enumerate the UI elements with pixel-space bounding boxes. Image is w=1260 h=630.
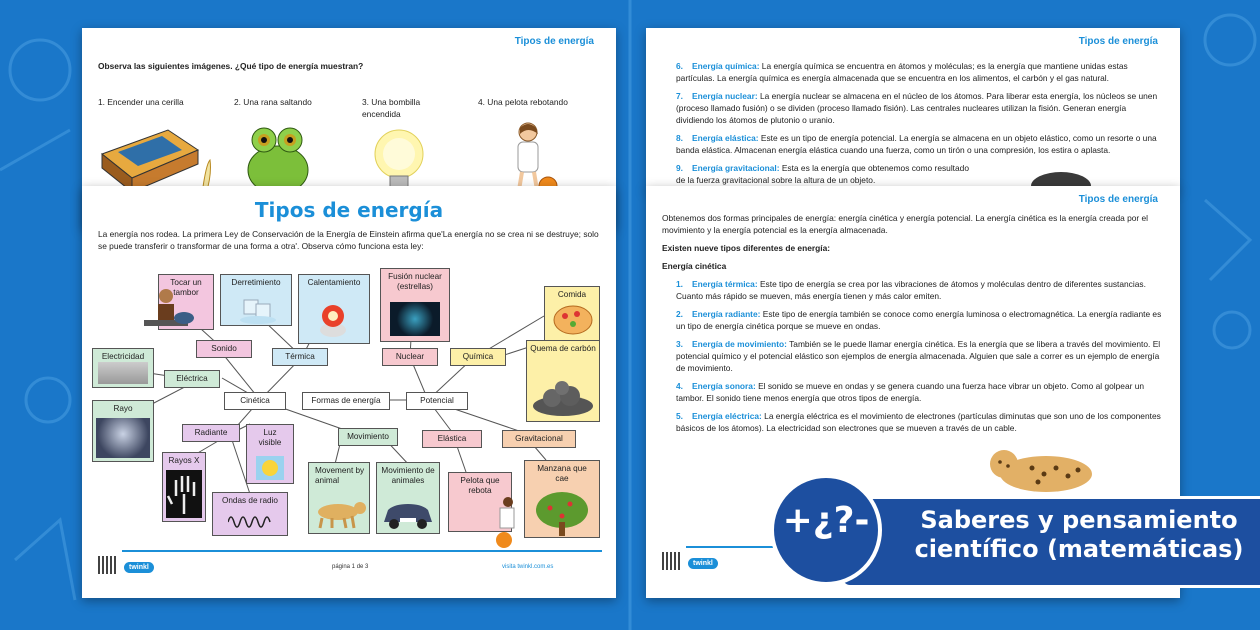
item-2: 2. Energía radiante: Este tipo de energía también se conoce como energía luminosa o electromagnética. La energía radiante es un tipo de energía cinética porque se mueve en ondas. [676,309,1162,331]
node-quimica: Química [450,348,506,366]
intro-text: Obtenemos dos formas principales de energía: energía cinética y energía potencial. La energía cinética es la energía creada por el movimiento y la energía potencial es la energía almacenada. [662,213,1149,235]
term: Energía de movimiento: [692,339,787,349]
twinkl-logo: twinkl [688,558,718,569]
intro-text: La energía nos rodea. La primera Ley de Conservación de la Energía de Einstein afirma que'La energía no se crea ni se destruye; solo se puede transferir o transformar de una forma a otra'. Observa cómo funciona esta ley: [98,229,599,251]
bouncing-ball-girl-icon [492,496,522,550]
qr-code-icon [98,556,116,574]
lightning-icon [96,418,150,458]
stars-icon [390,302,440,336]
node-movimiento: Movimiento [338,428,398,446]
item-4: 4. Una pelota rebotando [478,97,568,107]
node-comida: Comida [544,286,600,342]
node-formas-de-energia: Formas de energía [302,392,390,410]
item-8: 8. Energía elástica: Este es un tipo de energía potencial. La energía se almacena en un objeto elástico, como un resorte o una banda elástica. Almacenan energía elástica cuando una fuerza, como un tirón o una compresión, los estira o aplasta. [676,133,1157,155]
node-nuclear: Nuclear [382,348,438,366]
power-plant-icon [98,362,148,384]
node-cinetica: Cinética [224,392,286,410]
term: Energía química: [692,61,760,71]
page-title: Tipos de energía [254,198,444,222]
node-ondas-de-radio: Ondas de radio [212,492,288,536]
node-electrica: Eléctrica [164,370,220,388]
worksheet-main-page [82,186,616,598]
xray-hand-icon [166,470,202,518]
sun-icon [256,456,284,480]
twinkl-logo: twinkl [124,562,154,573]
page-header: Tipos de energía [514,36,594,47]
node-pelota-que-rebota: Pelota que rebota [448,472,512,532]
node-elastica: Elástica [422,430,482,448]
car-icon [380,500,436,530]
item-1: 1. Encender una cerilla [98,97,184,107]
term: Energía elástica: [692,133,759,143]
item-6: 6. Energía química: La energía química se encuentra en átomos y moléculas; es la energía que mantiene unidas estas partículas. La energía química es energía almacenada que se encuentra en los alimentos, el carbón y el gas natural. [676,61,1128,83]
node-movimiento-de-animales: Movimiento de animales [376,462,440,534]
node-rayo: Rayo [92,400,154,462]
pizza-icon [552,302,594,338]
term: Energía sonora: [692,381,756,391]
term: Energía radiante: [692,309,761,319]
node-manzana-que-cae: Manzana que cae [524,460,600,538]
term: Energía nuclear: [692,91,758,101]
subheading-kinetic: Energía cinética [662,261,727,271]
item-3: 3. Una bombilla encendida [362,97,421,119]
math-symbols-icon: +¿?- [782,500,870,541]
cheetah-icon [310,496,368,530]
term: Energía eléctrica: [692,411,762,421]
footer-page-number: página 1 de 3 [332,564,369,570]
item-4: 4. Energía sonora: El sonido se mueve en ondas y se genera cuando una fuerza hace vibrar un objeto. Como al golpear un tambor. El sonido tiene menos energía que otros tipos de energía. [676,381,1145,403]
node-tocar-tambor: Tocar un tambor [158,274,214,330]
footer-url[interactable]: visita twinkl.com.es [502,564,554,570]
item-7: 7. Energía nuclear: La energía nuclear se almacena en el núcleo de los átomos. Para liberar esta energía, los núcleos se unen (proceso llamado fusión) o se dividen (proceso llamado fisión). Las centrales nucleares utilizan la fisión. Generan energía dividiendo los átomos de plutonio o uranio. [676,91,1158,125]
node-movement-by-animal: Movement by animal [308,462,370,534]
item-2: 2. Una rana saltando [234,97,312,107]
leopard-icon [982,444,1102,500]
node-rayos-x: Rayos X [162,452,206,522]
node-radiante: Radiante [182,424,240,442]
radio-wave-icon [228,512,272,532]
apple-tree-icon [532,490,592,536]
node-sonido: Sonido [196,340,252,358]
matchbox-icon [98,124,216,194]
term: Energía térmica: [692,279,758,289]
coal-icon [530,378,596,418]
node-calentamiento: Calentamiento [298,274,370,344]
drummer-icon [140,286,196,334]
flame-icon [318,294,348,338]
item-9: 9. Energía gravitacional: Esta es la energía que obtenemos como resultado de la fuerza gravitacional sobre la altura de un objeto. [676,163,969,185]
term: Energía gravitacional: [692,163,780,173]
question: Observa las siguientes imágenes. ¿Qué tipo de energía muestran? [98,61,364,71]
item-1: 1. Energía térmica: Este tipo de energía se crea por las vibraciones de átomos y moléculas dentro de diferentes sustancias. Cuanto más rápido se mueven, más energía tienen y más calor emiten. [676,279,1146,301]
node-quema-carbon: Quema de carbón [526,340,600,422]
node-termica: Térmica [272,348,328,366]
footer-rule [122,550,602,552]
item-5: 5. Energía eléctrica: La energía eléctrica es el movimiento de electrones (partículas diminutas que son uno de los componentes básicos de los átomos). La electricidad son electrones que se mueven a través de un cable. [676,411,1161,433]
node-fusion-nuclear: Fusión nuclear (estrellas) [380,268,450,342]
node-gravitacional: Gravitacional [502,430,576,448]
melting-ice-icon [238,296,278,324]
worksheet-page-3 [646,28,1180,190]
item-3: 3. Energía de movimiento: También se le puede llamar energía cinética. Es la energía que se libera a través del movimiento. El potencial químico y el potencial elástico son ejemplos de energía almacenada. Alguien que sale a correr es un ejemplo de energía de movimiento. [676,339,1161,373]
node-luz-visible: Luz visible [246,424,294,484]
node-potencial: Potencial [406,392,468,410]
node-electricidad: Electricidad [92,348,154,388]
light-bulb-icon [372,124,426,194]
page-header: Tipos de energía [1078,194,1158,205]
page-header: Tipos de energía [1078,36,1158,47]
qr-code-icon [662,552,680,570]
banner-title: Saberes y pensamiento científico (matemáticas) [914,506,1244,563]
node-derretimiento: Derretimiento [220,274,292,326]
nine-types: Existen nueve tipos diferentes de energía: [662,243,831,253]
frog-icon [242,120,312,195]
